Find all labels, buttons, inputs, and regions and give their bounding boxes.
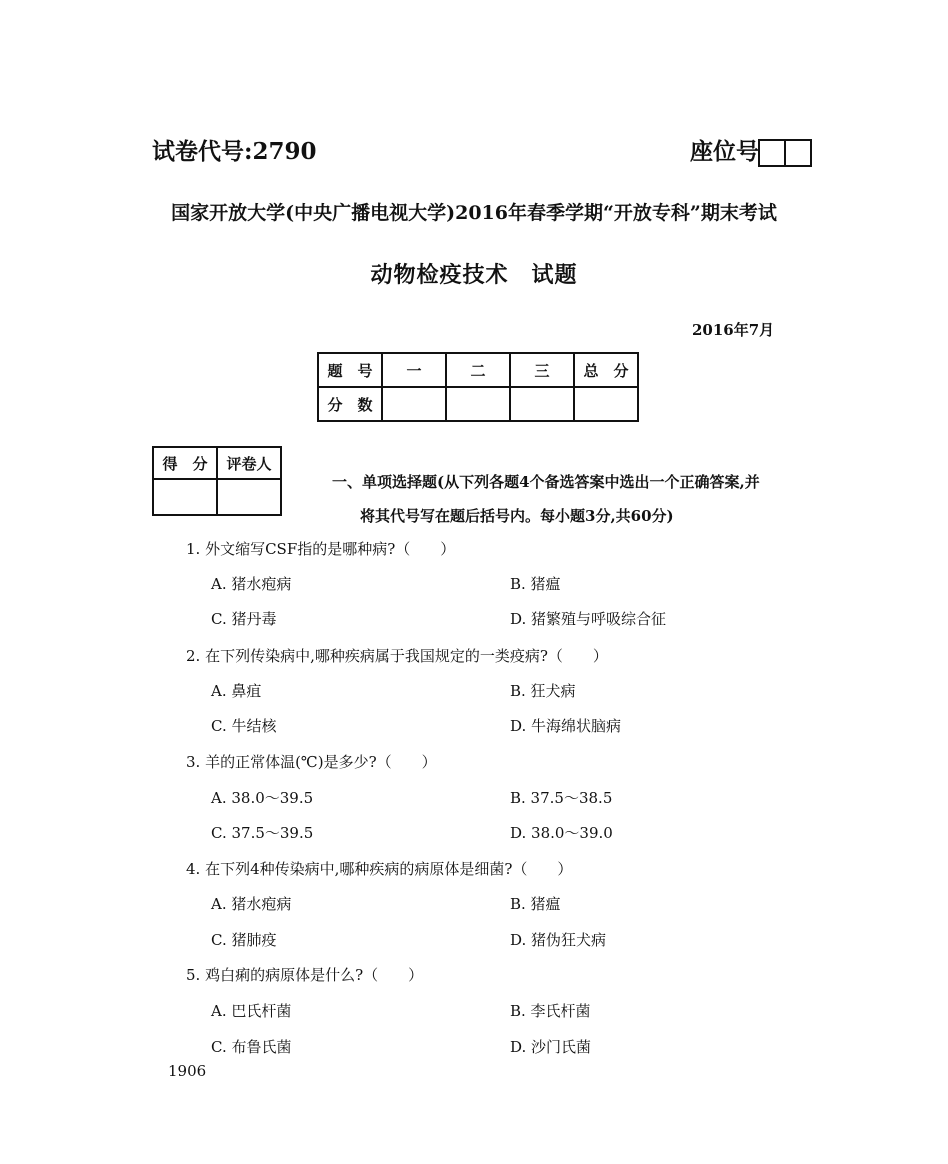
option-c: C. 猪丹毒 [211, 610, 277, 628]
option-c: C. 牛结核 [211, 717, 277, 735]
seat-label: 座位号 [690, 138, 759, 165]
score-cell [446, 387, 510, 421]
question-2: 2. 在下列传染病中,哪种疾病属于我国规定的一类疫病?（ ） [186, 647, 608, 665]
score-header-cell: 题 号 [318, 353, 382, 387]
option-b: B. 狂犬病 [510, 682, 576, 700]
seat-box [784, 139, 812, 167]
option-b: B. 37.5～38.5 [510, 789, 613, 807]
option-b: B. 猪瘟 [510, 895, 561, 913]
section-heading-cont: 将其代号写在题后括号内。每小题3分,共60分) [360, 507, 674, 525]
score-cell [574, 387, 638, 421]
option-d: D. 38.0～39.0 [510, 824, 613, 842]
exam-title: 国家开放大学(中央广播电视大学)2016年春季学期“开放专科”期末考试 [171, 202, 777, 224]
score-header-cell: 总 分 [574, 353, 638, 387]
grader-box [152, 446, 282, 516]
score-cell [510, 387, 574, 421]
option-d: D. 猪伪狂犬病 [510, 931, 607, 949]
score-header-cell: 一 [382, 353, 446, 387]
option-a: A. 猪水疱病 [211, 575, 292, 593]
exam-date: 2016年7月 [692, 321, 775, 339]
option-b: B. 李氏杆菌 [510, 1002, 591, 1020]
option-c: C. 37.5～39.5 [211, 824, 314, 842]
score-table-row [318, 387, 638, 421]
option-d: D. 沙门氏菌 [510, 1038, 592, 1056]
grader-header-row [153, 447, 281, 479]
grader-blank-row [153, 479, 281, 515]
paper-code: 试卷代号:2790 [152, 138, 317, 165]
score-table [317, 352, 639, 422]
option-d: D. 牛海绵状脑病 [510, 717, 622, 735]
seat-number [690, 133, 812, 167]
option-d: D. 猪繁殖与呼吸综合征 [510, 610, 667, 628]
subject-title: 动物检疫技术 试题 [370, 262, 578, 288]
seat-box [758, 139, 786, 167]
score-row-label: 分 数 [318, 387, 382, 421]
question-4: 4. 在下列4种传染病中,哪种疾病的病原体是细菌?（ ） [186, 860, 573, 878]
question-3: 3. 羊的正常体温(℃)是多少?（ ） [186, 753, 437, 771]
score-cell [382, 387, 446, 421]
grader-cell [217, 479, 281, 515]
option-b: B. 猪瘟 [510, 575, 561, 593]
option-c: C. 猪肺疫 [211, 931, 277, 949]
page-number: 1906 [168, 1062, 207, 1080]
option-c: C. 布鲁氏菌 [211, 1038, 292, 1056]
option-a: A. 猪水疱病 [211, 895, 292, 913]
score-header-cell: 二 [446, 353, 510, 387]
grader-score-label: 得 分 [153, 447, 217, 479]
question-5: 5. 鸡白痢的病原体是什么?（ ） [186, 966, 424, 984]
question-1: 1. 外文缩写CSF指的是哪种病?（ ） [186, 540, 456, 558]
option-a: A. 38.0～39.5 [211, 789, 314, 807]
grader-name-label: 评卷人 [217, 447, 281, 479]
score-table-header-row [318, 353, 638, 387]
grader-cell [153, 479, 217, 515]
score-header-cell: 三 [510, 353, 574, 387]
section-heading: 一、单项选择题(从下列各题4个备选答案中选出一个正确答案,并 [332, 473, 760, 491]
option-a: A. 巴氏杆菌 [211, 1002, 292, 1020]
option-a: A. 鼻疽 [211, 682, 262, 700]
